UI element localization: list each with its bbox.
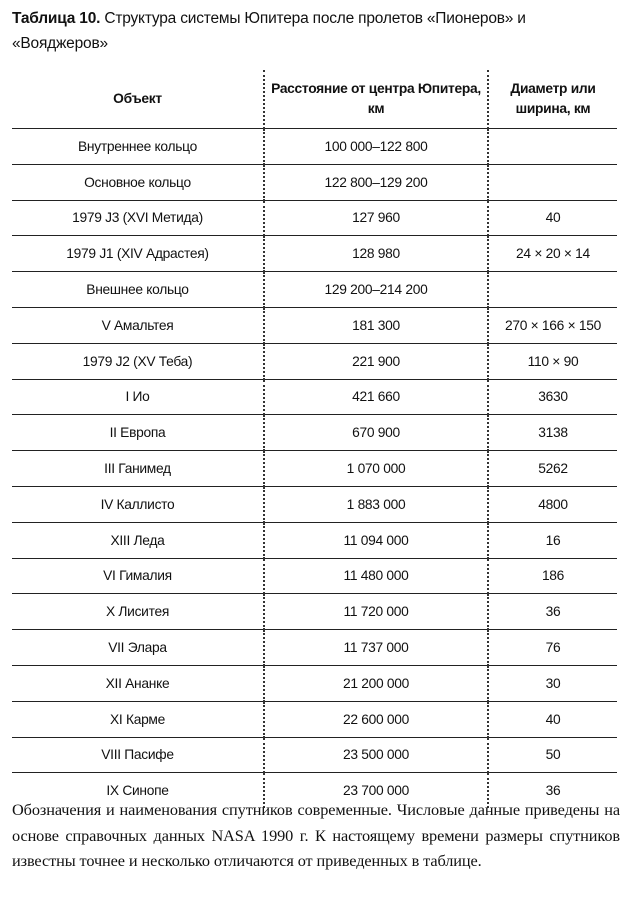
table-row <box>12 164 617 200</box>
cell-object: X Лиситея <box>12 594 264 630</box>
table-row <box>12 451 617 487</box>
cell-distance: 421 660 <box>264 379 488 415</box>
cell-diameter <box>488 164 617 200</box>
cell-diameter: 270 × 166 × 150 <box>488 307 617 343</box>
cell-diameter: 36 <box>488 773 617 808</box>
cell-object: VI Гималия <box>12 558 264 594</box>
table-row <box>12 594 617 630</box>
table-row <box>12 486 617 522</box>
cell-object: Основное кольцо <box>12 164 264 200</box>
cell-object: XI Карме <box>12 701 264 737</box>
cell-distance: 11 720 000 <box>264 594 488 630</box>
cell-distance: 23 500 000 <box>264 737 488 773</box>
cell-diameter: 40 <box>488 701 617 737</box>
caption-label: Таблица 10. <box>12 10 101 27</box>
cell-diameter: 30 <box>488 665 617 701</box>
cell-diameter: 36 <box>488 594 617 630</box>
cell-distance: 21 200 000 <box>264 665 488 701</box>
cell-diameter: 76 <box>488 630 617 666</box>
jupiter-system-table <box>12 70 617 808</box>
table-row <box>12 522 617 558</box>
table-caption <box>12 6 617 56</box>
cell-object: V Амальтея <box>12 307 264 343</box>
table-row <box>12 129 617 165</box>
cell-distance: 122 800–129 200 <box>264 164 488 200</box>
header-object: Объект <box>12 70 264 129</box>
cell-distance: 181 300 <box>264 307 488 343</box>
cell-distance: 11 737 000 <box>264 630 488 666</box>
cell-diameter: 110 × 90 <box>488 343 617 379</box>
caption-text: Структура системы Юпитера после пролетов «Пионеров» и «Вояджеров» <box>12 10 526 52</box>
table-row <box>12 236 617 272</box>
table-row <box>12 272 617 308</box>
cell-distance: 670 900 <box>264 415 488 451</box>
cell-diameter: 50 <box>488 737 617 773</box>
cell-diameter: 40 <box>488 200 617 236</box>
cell-distance: 23 700 000 <box>264 773 488 808</box>
cell-diameter <box>488 272 617 308</box>
cell-object: 1979 J1 (XIV Адрастея) <box>12 236 264 272</box>
cell-distance: 22 600 000 <box>264 701 488 737</box>
cell-distance: 127 960 <box>264 200 488 236</box>
cell-distance: 11 480 000 <box>264 558 488 594</box>
cell-diameter: 186 <box>488 558 617 594</box>
table-row <box>12 558 617 594</box>
cell-object: Внутреннее кольцо <box>12 129 264 165</box>
table-row <box>12 343 617 379</box>
cell-distance: 129 200–214 200 <box>264 272 488 308</box>
cell-diameter: 16 <box>488 522 617 558</box>
cell-diameter: 3138 <box>488 415 617 451</box>
table-row <box>12 737 617 773</box>
table-row <box>12 379 617 415</box>
table-row <box>12 415 617 451</box>
cell-distance: 100 000–122 800 <box>264 129 488 165</box>
cell-object: IV Каллисто <box>12 486 264 522</box>
cell-diameter: 5262 <box>488 451 617 487</box>
table-row <box>12 701 617 737</box>
cell-distance: 11 094 000 <box>264 522 488 558</box>
cell-diameter: 4800 <box>488 486 617 522</box>
cell-distance: 1 883 000 <box>264 486 488 522</box>
cell-object: IX Синопе <box>106 783 169 799</box>
table-row <box>12 665 617 701</box>
cell-object: XII Ананке <box>12 665 264 701</box>
header-diameter: Диаметр или ширина, км <box>488 70 617 129</box>
table-row <box>12 307 617 343</box>
header-row <box>12 70 617 129</box>
cell-object: I Ио <box>12 379 264 415</box>
cell-diameter: 3630 <box>488 379 617 415</box>
cell-distance: 128 980 <box>264 236 488 272</box>
cell-object: 1979 J3 (XVI Метида) <box>12 200 264 236</box>
cell-object: 1979 J2 (XV Теба) <box>12 343 264 379</box>
cell-distance: 1 070 000 <box>264 451 488 487</box>
cell-object: III Ганимед <box>12 451 264 487</box>
cell-distance: 221 900 <box>264 343 488 379</box>
table-row <box>12 630 617 666</box>
cell-object: Внешнее кольцо <box>12 272 264 308</box>
cell-object: VII Элара <box>12 630 264 666</box>
cell-diameter: 24 × 20 × 14 <box>488 236 617 272</box>
table-body <box>12 129 617 809</box>
header-distance: Расстояние от центра Юпитера, км <box>264 70 488 129</box>
footnote: Обозначения и наименования спутников современные. Числовые данные приведены на основе справочных данных NASA 1990 г. К настоящему времени размеры спутников известны точнее и несколько отличаются от приведенных в таблице. <box>12 800 620 870</box>
cell-diameter <box>488 129 617 165</box>
table-row <box>12 200 617 236</box>
cell-object: XIII Леда <box>12 522 264 558</box>
cell-object: II Европа <box>12 415 264 451</box>
cell-object: VIII Пасифе <box>12 737 264 773</box>
